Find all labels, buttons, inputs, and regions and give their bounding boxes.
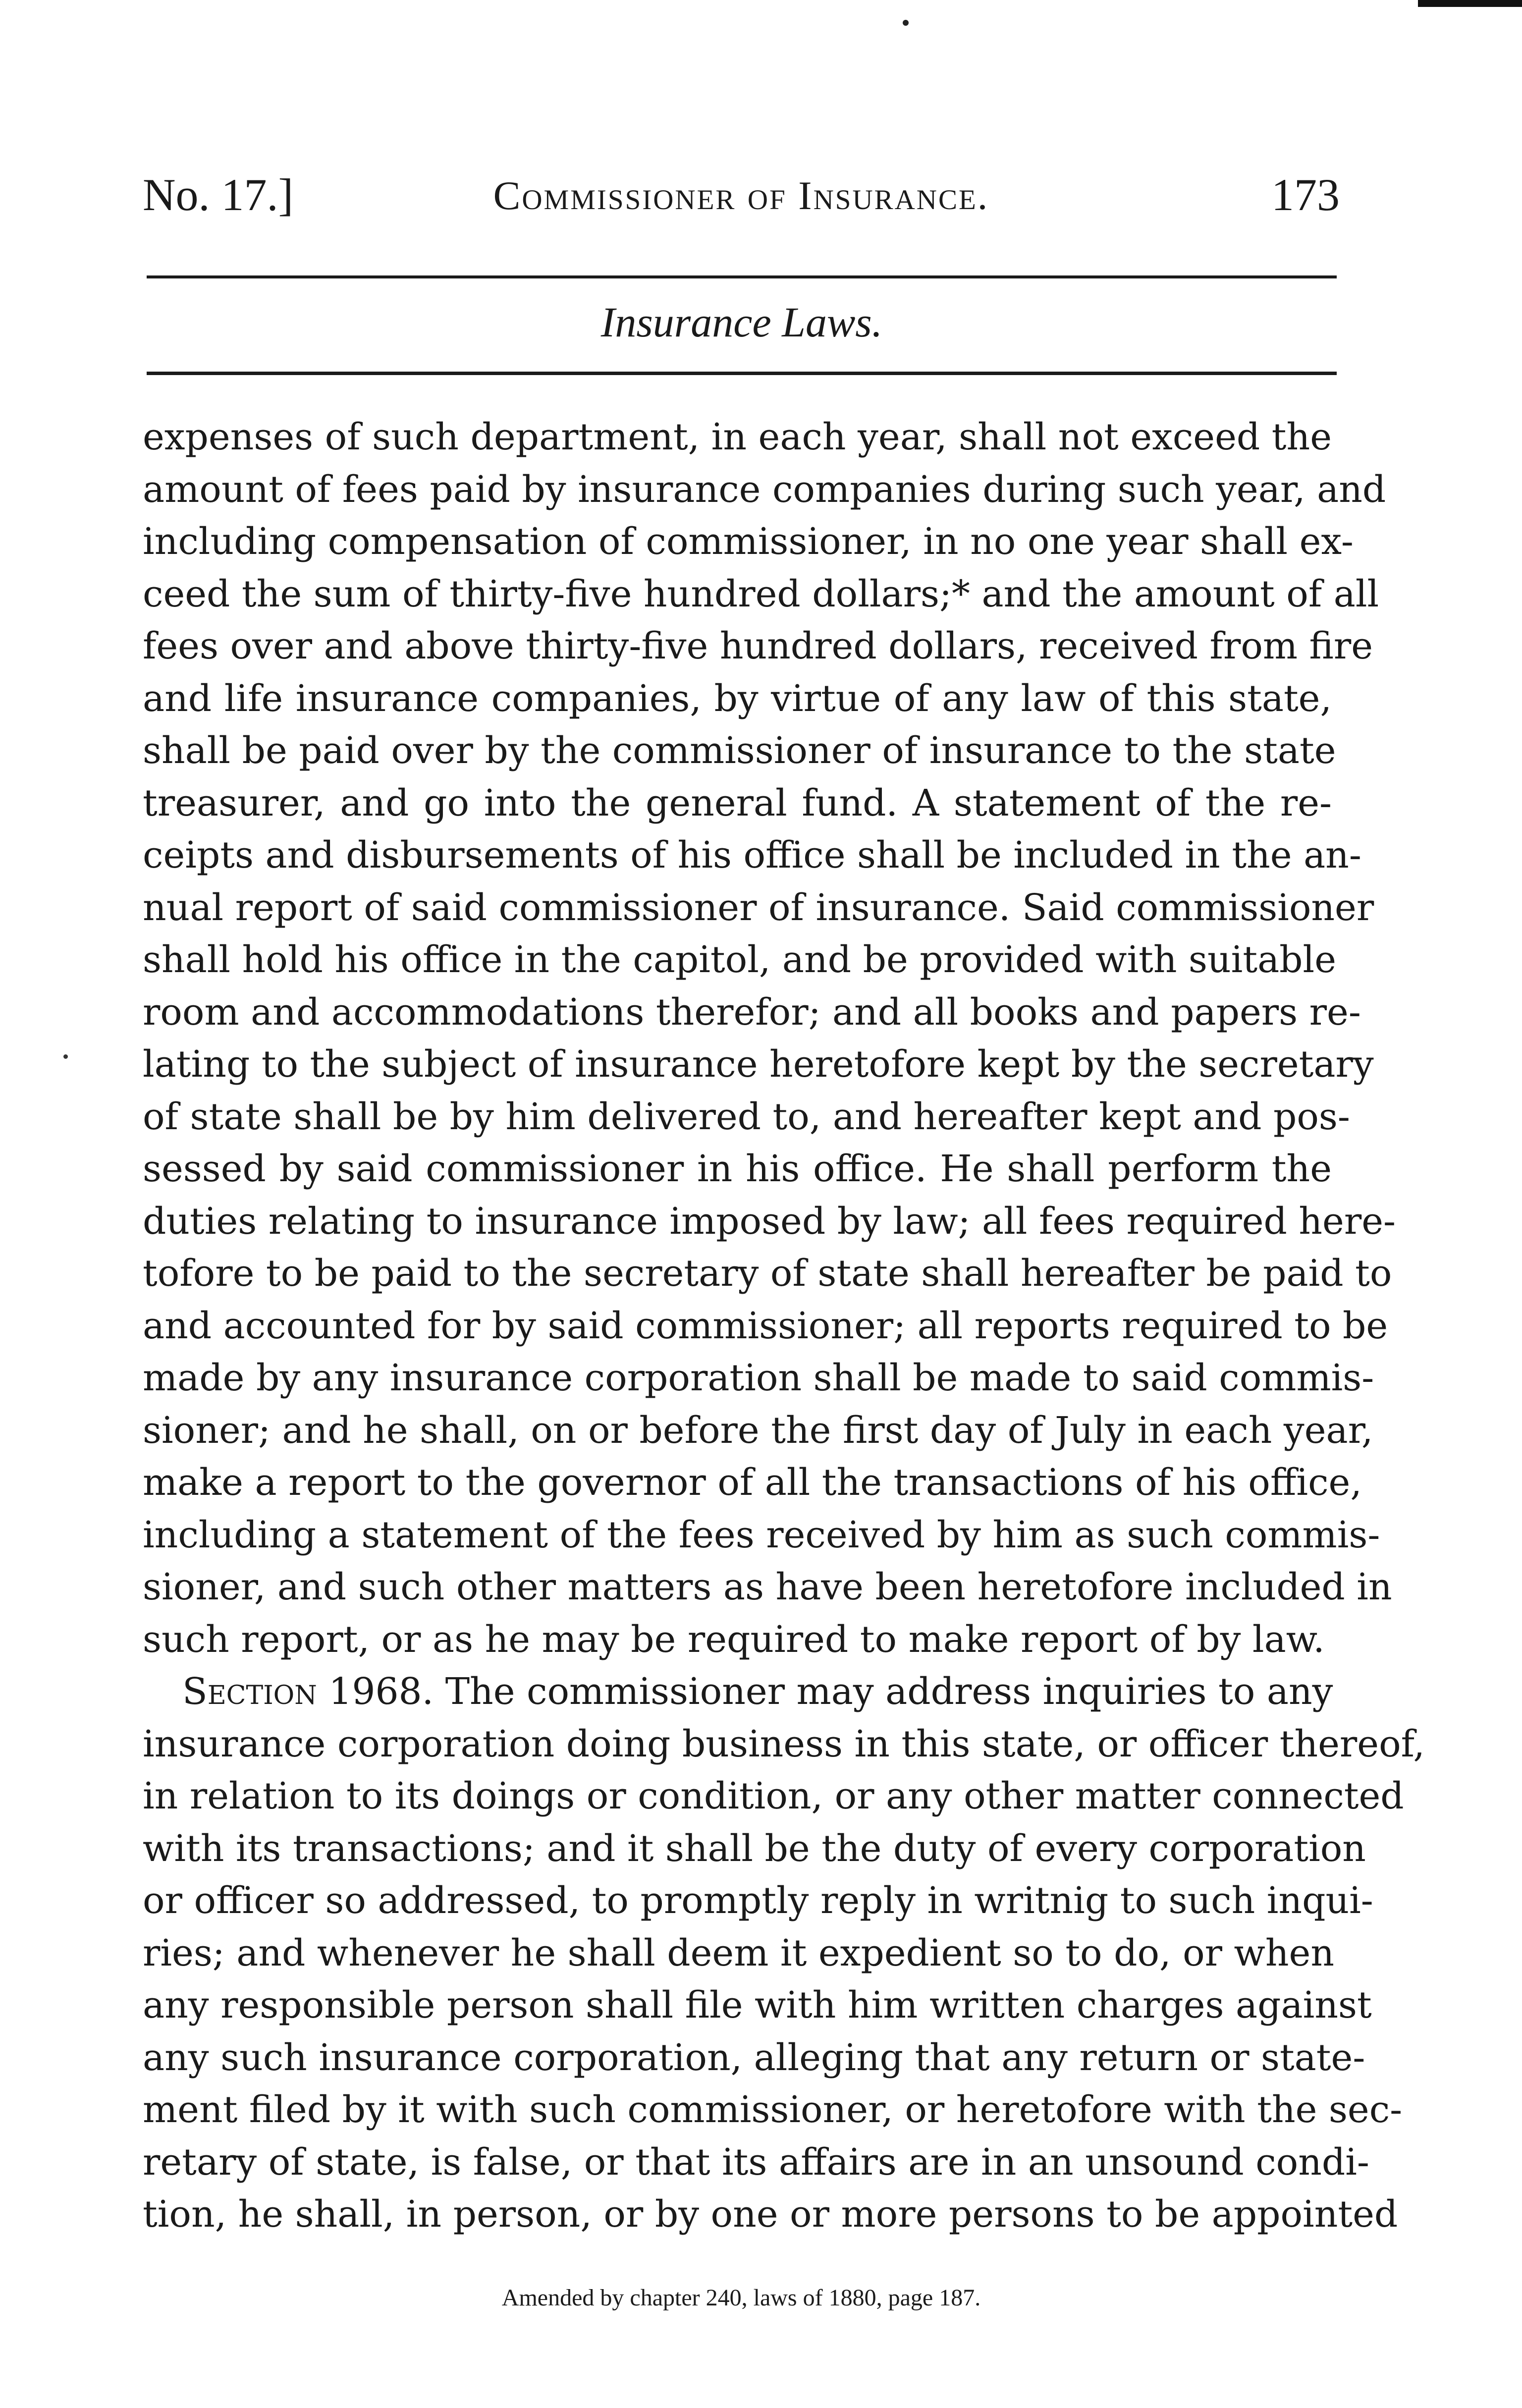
text-line: duties relating to insurance imposed by law; all fees required here- xyxy=(143,1200,1396,1243)
text-line: any responsible person shall file with him written charges against xyxy=(143,1984,1372,2026)
text-line: such report, or as he may be required to make report of by law. xyxy=(143,1618,1325,1661)
text-line: tofore to be paid to the secretary of state shall hereafter be paid to xyxy=(143,1252,1392,1295)
section-title: Insurance Laws. xyxy=(600,298,883,346)
text-line: including compensation of commissioner, in no one year shall ex- xyxy=(143,520,1354,563)
text-line: and accounted for by said commissioner; all reports required to be xyxy=(143,1304,1388,1347)
text-line: room and accommodations therefor; and all books and papers re- xyxy=(143,990,1361,1034)
text-line: sioner, and such other matters as have been heretofore included in xyxy=(143,1566,1392,1608)
text-line: insurance corporation doing business in this state, or officer thereof, xyxy=(143,1722,1425,1765)
text-line: amount of fees paid by insurance companies during such year, and xyxy=(143,468,1386,511)
section-rule xyxy=(147,372,1337,375)
text-line: shall be paid over by the commissioner of insurance to the state xyxy=(143,729,1336,772)
text-line: of state shall be by him delivered to, and hereafter kept and pos- xyxy=(143,1095,1350,1138)
page-number: 173 xyxy=(1271,169,1340,220)
text-line: ries; and whenever he shall deem it expedient so to do, or when xyxy=(143,1931,1334,1974)
text-line: ceed the sum of thirty-five hundred dollars;* and the amount of all xyxy=(143,572,1379,615)
section-label: Section 1968. xyxy=(182,1670,434,1713)
text-line: fees over and above thirty-five hundred dollars, received from fire xyxy=(143,625,1373,667)
text-line: shall hold his office in the capitol, and be provided with suitable xyxy=(143,938,1337,981)
text-line: ment filed by it with such commissioner, or heretofore with the sec- xyxy=(143,2088,1403,2131)
text-line: in relation to its doings or condition, or any other matter connected xyxy=(143,1775,1404,1817)
text-line: lating to the subject of insurance heretofore kept by the secretary xyxy=(143,1043,1374,1086)
text-line: made by any insurance corporation shall be made to said commis- xyxy=(143,1357,1374,1399)
text-line: expenses of such department, in each year, shall not exceed the xyxy=(143,416,1332,458)
header-rule xyxy=(147,275,1337,278)
text-line: sioner; and he shall, on or before the first day of July in each year, xyxy=(143,1409,1373,1452)
document-number: No. 17.] xyxy=(143,169,294,220)
text-line: sessed by said commissioner in his office. He shall perform the xyxy=(143,1148,1332,1190)
section-first-line xyxy=(143,1666,1332,1718)
scan-speck xyxy=(903,20,909,26)
text-line: make a report to the governor of all the transactions of his office, xyxy=(143,1461,1362,1504)
text-line: any such insurance corporation, alleging that any return or state- xyxy=(143,2036,1365,2079)
running-title: Commissioner of Insurance. xyxy=(493,173,989,218)
text-line: nual report of said commissioner of insurance. Said commissioner xyxy=(143,886,1374,929)
text-line: with its transactions; and it shall be the duty of every corporation xyxy=(143,1827,1366,1870)
margin-speck xyxy=(63,1054,68,1059)
text-line: or officer so addressed, to promptly reply in writnig to such inqui- xyxy=(143,1879,1373,1922)
text-line: including a statement of the fees received by him as such commis- xyxy=(143,1513,1380,1556)
text-line: and life insurance companies, by virtue of any law of this state, xyxy=(143,677,1332,720)
scan-edge-mark xyxy=(1418,0,1522,7)
running-header xyxy=(143,168,1340,228)
text-line: ceipts and disbursements of his office shall be included in the an- xyxy=(143,834,1361,876)
body-text xyxy=(143,411,1425,2241)
text-line: tion, he shall, in person, or by one or more persons to be appointed xyxy=(143,2193,1398,2236)
footnote: Amended by chapter 240, laws of 1880, page 187. xyxy=(501,2285,981,2311)
section-first-line-text: The commissioner may address inquiries to any xyxy=(445,1670,1333,1713)
text-line: treasurer, and go into the general fund. A statement of the re- xyxy=(143,781,1332,824)
text-line: retary of state, is false, or that its affairs are in an unsound condi- xyxy=(143,2140,1369,2184)
